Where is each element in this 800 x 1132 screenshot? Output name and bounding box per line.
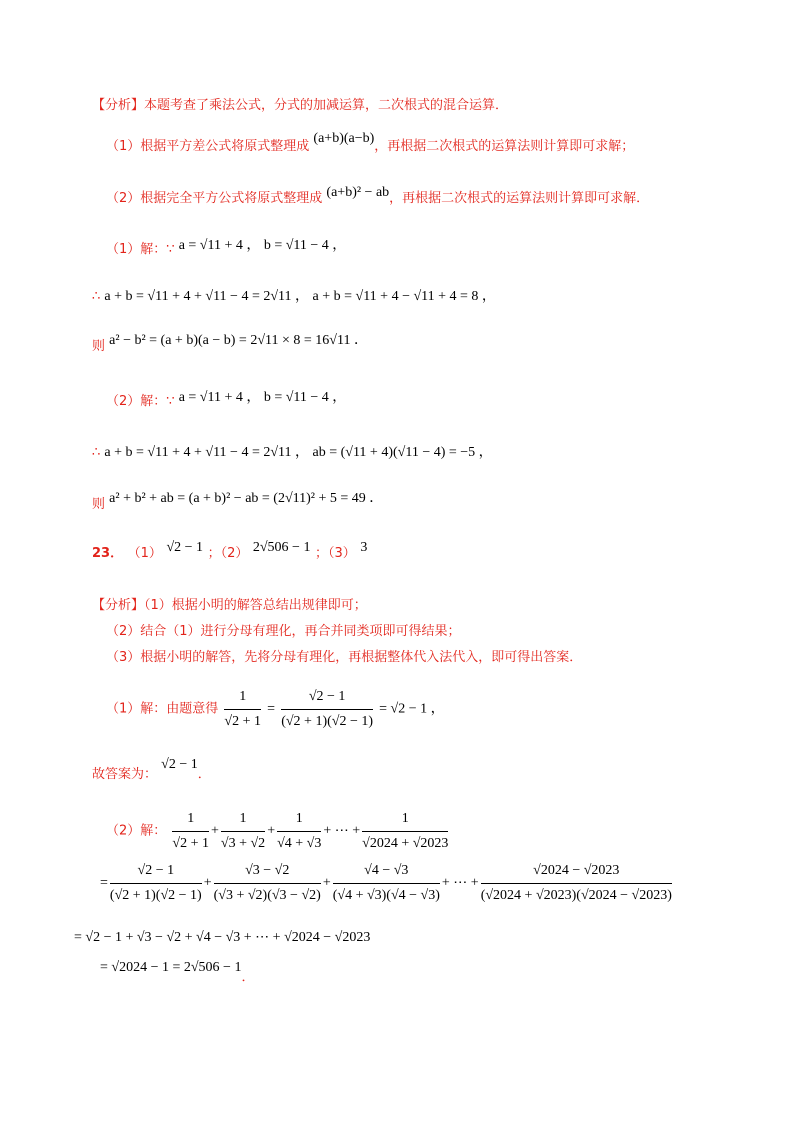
fraction: [172, 808, 209, 855]
fraction: [110, 860, 202, 907]
denominator: (√2 + 1)(√2 − 1): [281, 714, 374, 729]
analysis-2-line-3: （3）根据小明的解答，先将分母有理化，再根据整体代入法代入，即可得出答案．: [106, 650, 583, 665]
numerator: 1: [362, 808, 448, 832]
equation: a² + b² + ab = (a + b)² − ab = (2√11)² + 5 = 49 ．: [109, 491, 384, 506]
solution-2-result: [92, 491, 384, 514]
part-label: ；（3）: [315, 546, 356, 561]
equation: a + b = √11 + 4 + √11 − 4 = 2√11 ， a + b = √11 + 4 − √11 + 4 = 8 ，: [104, 289, 496, 304]
solution-23-2-telescoped: [74, 929, 370, 947]
solution-label: （1）解：∵: [106, 242, 175, 257]
fraction: [333, 860, 440, 907]
equation: a + b = √11 + 4 + √11 − 4 = 2√11 ， ab = (√11 + 4)(√11 − 4) = −5 ，: [104, 445, 493, 460]
solution-2-given: [106, 390, 347, 411]
ellipsis: + ⋯ +: [323, 823, 361, 839]
analysis-bracket: 【分析】: [92, 598, 145, 613]
denominator: √3 + √2: [220, 836, 266, 851]
numerator: √4 − √3: [333, 860, 440, 884]
numerator: 1: [224, 686, 261, 710]
plus: +: [322, 875, 331, 891]
denominator: (√2024 + √2023)(√2024 − √2023): [480, 888, 672, 903]
solution-2-sum: [92, 444, 493, 462]
numerator: 1: [221, 808, 265, 832]
equation: = √2 − 1 + √3 − √2 + √4 − √3 + ⋯ + √2024 − √2023: [74, 930, 371, 945]
denominator: (√2 + 1)(√2 − 1): [109, 888, 202, 903]
solution-label: （2）解：∵: [106, 394, 175, 409]
denominator: (√3 + √2)(√3 − √2): [213, 888, 321, 903]
analysis-text: 本题考查了乘法公式，分式的加减运算，二次根式的混合运算．: [144, 98, 509, 113]
result: = √2 − 1 ，: [379, 701, 445, 717]
fraction: [224, 686, 261, 733]
question-number: 23．: [92, 546, 124, 561]
solution-23-2-final: [100, 959, 255, 985]
therefore-symbol: ∴: [92, 445, 101, 460]
answer-3: 3: [360, 540, 368, 555]
period: ．: [241, 970, 255, 985]
solution-23-2-rationalized: [100, 860, 674, 907]
numerator: 1: [277, 808, 321, 832]
answer-2: 2√506 − 1: [252, 540, 311, 555]
step-text: ，再根据二次根式的运算法则计算即可求解；: [374, 139, 635, 154]
formula: (a+b)² − ab: [326, 185, 390, 200]
analysis-1-heading: [92, 97, 508, 115]
then-label: 则: [92, 497, 106, 512]
numerator: √2024 − √2023: [481, 860, 672, 884]
given-values: a = √11 + 4 ， b = √11 − 4 ，: [178, 238, 347, 253]
solution-label: （2）解：: [106, 823, 167, 839]
part-label: ；（2）: [207, 546, 249, 561]
fraction: [481, 860, 672, 907]
step-text: ，再根据二次根式的运算法则计算即可求解．: [389, 191, 650, 206]
solution-1-sum: [92, 288, 496, 306]
solution-1-given: [106, 238, 347, 259]
solution-1-result: [92, 333, 368, 356]
step-text: （1）根据平方差公式将原式整理成: [106, 139, 310, 154]
fraction: [362, 808, 448, 855]
fraction: [214, 860, 321, 907]
question-23-answers: [92, 540, 368, 563]
numerator: 1: [172, 808, 209, 832]
solution-23-1: （1）解：由题意得 $\frac{1}{√2 + 1}$ = $\frac{√2 - 1}{(√2 + 1)(√2 - 1)}$ = √2 − 1 ，: [106, 686, 445, 733]
formula: (a+b)(a−b): [313, 131, 375, 146]
given-values: a = √11 + 4 ， b = √11 − 4 ，: [178, 390, 347, 405]
answer-line: [92, 757, 211, 784]
solution-label: （1）解：由题意得: [106, 701, 219, 717]
analysis-2-line-2: （2）结合（1）进行分母有理化，再合并同类项即可得结果；: [106, 624, 461, 639]
plus: +: [267, 823, 276, 839]
denominator: √4 + √3: [277, 836, 322, 851]
fraction: [221, 808, 265, 855]
step-text: （2）根据完全平方公式将原式整理成: [106, 191, 323, 206]
denominator: √2024 + √2023: [362, 836, 449, 851]
equation: = √2024 − 1 = 2√506 − 1: [100, 960, 242, 975]
fraction: [277, 808, 321, 855]
answer-value: √2 − 1: [161, 757, 198, 772]
denominator: (√4 + √3)(√4 − √3): [332, 888, 440, 903]
analysis-1-step-1: [106, 131, 635, 156]
numerator: √3 − √2: [214, 860, 321, 884]
equation: a² − b² = (a + b)(a − b) = 2√11 × 8 = 16√11 ．: [109, 333, 368, 348]
analysis-bracket: 【分析】: [92, 98, 145, 113]
numerator: √2 − 1: [110, 860, 202, 884]
answer-label: 故答案为：: [92, 767, 158, 782]
answer-1: √2 − 1: [166, 540, 204, 555]
equals: =: [100, 875, 108, 891]
solution-23-2-sum: [106, 808, 450, 855]
plus: +: [211, 823, 219, 839]
analysis-2-heading: [92, 597, 367, 615]
analysis-line: （1）根据小明的解答总结出规律即可；: [144, 598, 367, 613]
fraction: [281, 686, 373, 733]
denominator: √2 + 1: [224, 714, 262, 729]
numerator: √2 − 1: [281, 686, 373, 710]
part-label: （1）: [127, 546, 162, 561]
period: ．: [197, 767, 211, 782]
then-label: 则: [92, 339, 106, 354]
plus: +: [203, 875, 212, 891]
analysis-1-step-2: [106, 185, 650, 208]
denominator: √2 + 1: [172, 836, 210, 851]
ellipsis: + ⋯ +: [441, 875, 479, 891]
therefore-symbol: ∴: [92, 289, 101, 304]
